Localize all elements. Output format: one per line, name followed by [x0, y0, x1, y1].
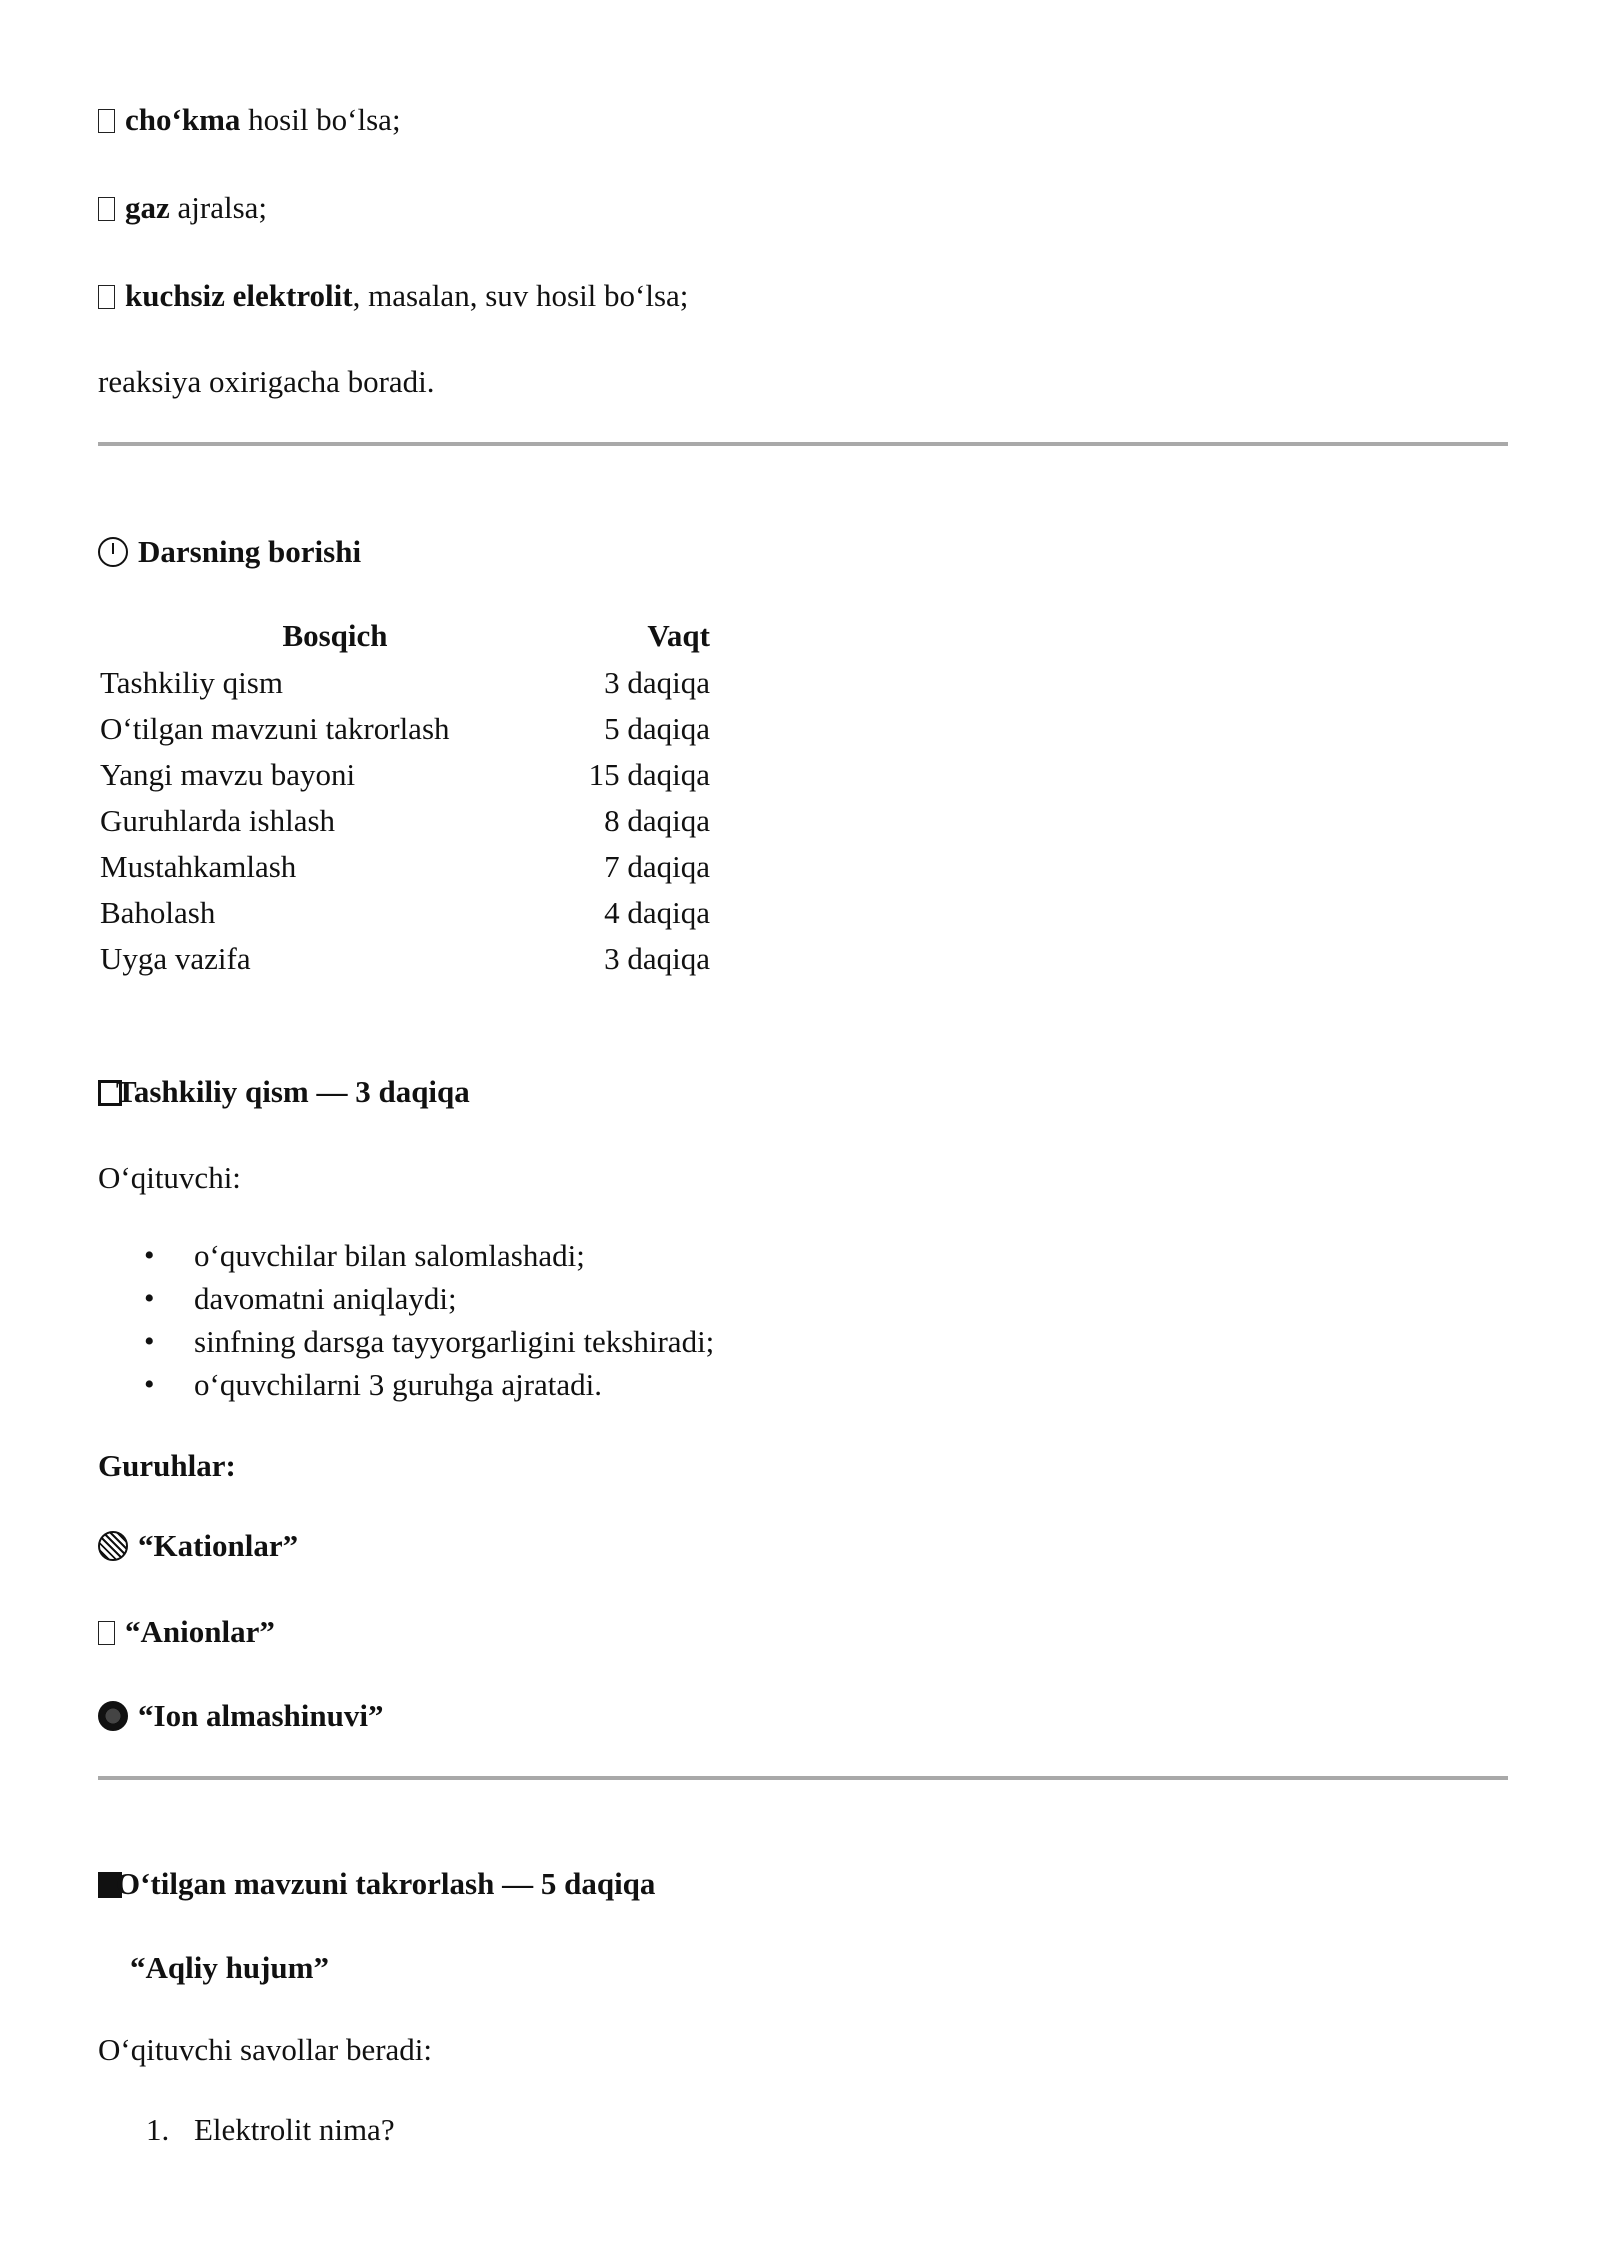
group-cations [98, 1526, 298, 1566]
step-cell: O‘tilgan mavzuni takrorlash [100, 711, 450, 746]
table-row [98, 798, 712, 844]
list-item: • o‘quvchilar bilan salomlashadi; [98, 1236, 714, 1279]
group-name: “Ion almashinuvi” [138, 1698, 384, 1733]
lesson-steps-table [98, 612, 712, 982]
time-cell: 3 daqiqa [604, 941, 710, 976]
question-number: 1. [146, 2112, 170, 2147]
condition-line-gas [98, 188, 267, 228]
table-row [98, 844, 712, 890]
table-header-row [98, 612, 712, 660]
step-cell: Guruhlarda ishlash [100, 803, 336, 838]
time-cell: 4 daqiqa [604, 895, 710, 930]
column-header-step: Bosqich [282, 618, 388, 653]
step-cell: Mustahkamlash [100, 849, 297, 884]
time-cell: 8 daqiqa [604, 803, 710, 838]
condition-line-weak-electrolyte [98, 276, 688, 316]
filled-circle-icon [98, 1701, 128, 1731]
group-name: “Kationlar” [138, 1528, 299, 1563]
table-row [98, 706, 712, 752]
time-cell: 5 daqiqa [604, 711, 710, 746]
missing-glyph-icon [98, 109, 115, 133]
lesson-progress-heading [98, 532, 361, 572]
table-row [98, 660, 712, 706]
table-row [98, 890, 712, 936]
table-row [98, 752, 712, 798]
question-text: Elektrolit nima? [194, 2112, 395, 2147]
group-name: “Anionlar” [125, 1614, 275, 1649]
step-cell: Yangi mavzu bayoni [100, 757, 356, 792]
line-text: , masalan, suv hosil bo‘lsa; [352, 278, 689, 313]
term-bold: gaz [125, 190, 170, 225]
line-text: hosil bo‘lsa; [240, 102, 401, 137]
step-cell: Tashkiliy qism [100, 665, 283, 700]
table-row [98, 936, 712, 982]
list-item: • sinfning darsga tayyorgarligini tekshiradi; [98, 1322, 714, 1365]
heading-text: Tashkiliy qism — 3 daqiqa [116, 1074, 470, 1109]
heading-text: Darsning borishi [138, 534, 362, 569]
teacher-questions-label: O‘qituvchi savollar beradi: [98, 2032, 433, 2067]
line-text: ajralsa; [169, 190, 268, 225]
time-cell: 15 daqiqa [588, 757, 710, 792]
groups-label: Guruhlar: [98, 1448, 236, 1483]
missing-glyph-icon [98, 197, 115, 221]
conclusion-line: reaksiya oxirigacha boradi. [98, 364, 435, 399]
section-heading-review [98, 1864, 655, 1904]
list-item: • davomatni aniqlaydi; [98, 1279, 714, 1322]
teacher-label: O‘qituvchi: [98, 1160, 241, 1195]
hatched-circle-icon [98, 1531, 128, 1561]
group-anions [98, 1612, 275, 1652]
missing-glyph-icon [98, 1621, 115, 1645]
group-ion-exchange [98, 1696, 384, 1736]
time-cell: 3 daqiqa [604, 665, 710, 700]
section-heading-organizational [98, 1072, 470, 1112]
term-bold: kuchsiz elektrolit [125, 278, 353, 313]
step-cell: Uyga vazifa [100, 941, 251, 976]
clock-icon [98, 537, 128, 567]
heading-text: O‘tilgan mavzuni takrorlash — 5 daqiqa [116, 1866, 656, 1901]
step-cell: Baholash [100, 895, 216, 930]
term-bold: cho‘kma [125, 102, 241, 137]
condition-line-precipitate [98, 100, 401, 140]
column-header-time: Vaqt [647, 618, 710, 653]
horizontal-rule [98, 442, 1508, 446]
time-cell: 7 daqiqa [604, 849, 710, 884]
horizontal-rule [98, 1776, 1508, 1780]
brainstorm-subheading: “Aqliy hujum” [130, 1950, 329, 1985]
list-item: • o‘quvchilarni 3 guruhga ajratadi. [98, 1365, 714, 1408]
teacher-actions-list [98, 1236, 714, 1408]
missing-glyph-icon [98, 285, 115, 309]
